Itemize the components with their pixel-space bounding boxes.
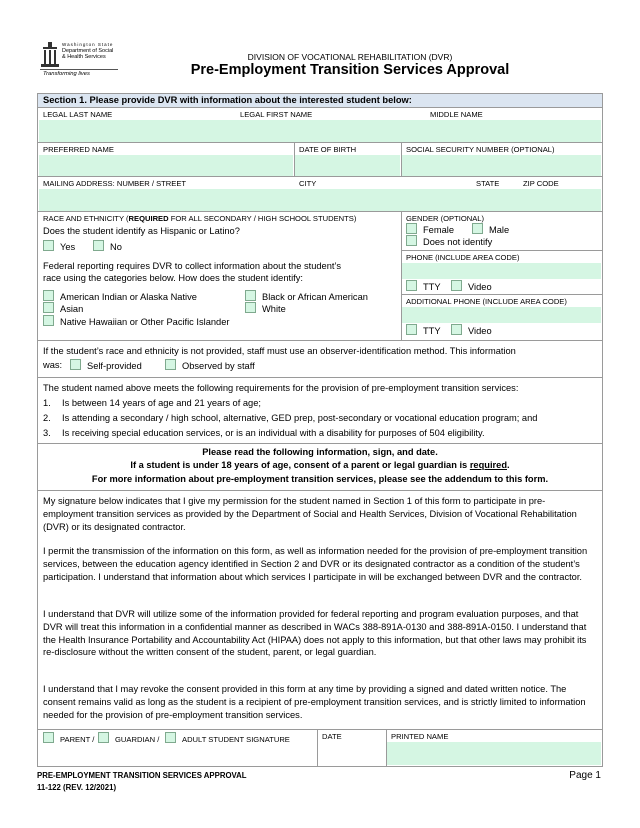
requirement-1-text: Is between 14 years of age and 21 years of age; <box>62 398 261 408</box>
requirements-intro: The student named above meets the following requirements for the provision of pre-employment transition services: <box>43 383 519 393</box>
dob-label: DATE OF BIRTH <box>299 145 357 154</box>
signature-parent[interactable]: PARENT / <box>43 732 94 744</box>
consent-paragraph-4: I understand that I may revoke the consent provided in this form at any time by providing a signed and dated written notice. The consent remains valid as long as the student is a recipient of pre-employment transition services, and is strictly limited to information needed for the provision of pre-employment transition services. <box>43 684 586 720</box>
phone-field[interactable] <box>402 263 601 279</box>
form-title: Pre-Employment Transition Services Approval <box>190 62 510 78</box>
nhpi-checkbox[interactable] <box>43 315 54 326</box>
page-number: Page 1 <box>569 770 601 781</box>
middle-name-label: MIDDLE NAME <box>430 110 483 119</box>
ssn-field[interactable] <box>402 155 601 176</box>
gender-not-identify[interactable]: Does not identify <box>406 235 492 249</box>
hispanic-no[interactable]: No <box>93 240 122 254</box>
state-label: STATE <box>476 179 500 188</box>
ssn-label: SOCIAL SECURITY NUMBER (OPTIONAL) <box>406 145 555 154</box>
division-name: DIVISION OF VOCATIONAL REHABILITATION (DVR) <box>247 52 453 62</box>
consent-paragraph-1: My signature below indicates that I give my permission for the student named in Section 1 of this form to participate in pre-employment transition services as provided by the Department of Social and Health Services, Division of Vocational Rehabilitation (DVR) or its designated contractor. <box>43 496 577 532</box>
consent-paragraph-3: I understand that DVR will utilize some of the information provided for federal reporting and program evaluation purposes, and that DVR will treat this information in a confidential manner as described in WACs 388-891A-0130 and 388-891A-0150. I understand that the Health Insurance Portability and Accountability Act (HIPAA) does not apply to this information, but that other laws may prohibit its re-disclosure without the written consent of the student, parent, or legal guardian. <box>43 609 587 658</box>
consent-paragraph-2: I permit the transmission of the information on this form, as well as information needed for the provision of pre-employment transition services, between the education agency identified in Section 2 and DVR or its designated contractor as a condition of the student’s participation. I understand that information about which services I participate in will be exchanged between DVR and the contractor. <box>43 546 588 582</box>
parent-checkbox[interactable] <box>43 732 54 743</box>
printed-name-label: PRINTED NAME <box>391 732 449 741</box>
signature-date-label: DATE <box>322 732 342 741</box>
black-checkbox[interactable] <box>245 290 256 301</box>
observer-staff[interactable]: Observed by staff <box>165 359 255 373</box>
phone-tty[interactable]: TTY <box>406 280 441 294</box>
signature-adult[interactable]: ADULT STUDENT SIGNATURE <box>165 732 290 744</box>
requirement-3-text: Is receiving special education services, or is an individual with a disability for purposes of 504 eligibility. <box>62 428 485 438</box>
observed-by-staff-checkbox[interactable] <box>165 359 176 370</box>
race-nhpi[interactable]: Native Hawaiian or Other Pacific Islander <box>43 315 229 329</box>
notice-line1: Please read the following information, sign, and date. <box>202 447 438 457</box>
female-checkbox[interactable] <box>406 223 417 234</box>
gender-label: GENDER (OPTIONAL) <box>406 214 485 223</box>
phone-label: PHONE (INCLUDE AREA CODE) <box>406 253 520 262</box>
notice-line3: For more information about pre-employment transition services, please see the addendum to this form. <box>91 474 549 484</box>
observer-text: If the student’s race and ethnicity is not provided, staff must use an observer-identification method. This information <box>43 346 516 356</box>
printed-name-field[interactable] <box>387 742 601 765</box>
footer-form-title: PRE-EMPLOYMENT TRANSITION SERVICES APPROVAL <box>37 771 247 780</box>
footer-form-number: 11-122 (REV. 12/2021) <box>37 783 117 792</box>
dob-field[interactable] <box>295 155 400 176</box>
asian-checkbox[interactable] <box>43 302 54 313</box>
federal-reporting-line1: Federal reporting requires DVR to collect information about the student’s <box>43 261 342 271</box>
additional-phone-field[interactable] <box>402 307 601 323</box>
preferred-name-field[interactable] <box>39 155 293 176</box>
gender-female[interactable]: Female <box>406 223 454 237</box>
yes-checkbox[interactable] <box>43 240 54 251</box>
phone-video[interactable]: Video <box>451 280 492 294</box>
race-black[interactable]: Black or African American <box>245 290 368 304</box>
phone-video-checkbox[interactable] <box>451 280 462 291</box>
aian-checkbox[interactable] <box>43 290 54 301</box>
no-checkbox[interactable] <box>93 240 104 251</box>
adult-student-checkbox[interactable] <box>165 732 176 743</box>
logo-tagline: Transforming lives <box>43 71 90 77</box>
section1-heading: Section 1. Please provide DVR with information about the interested student below: <box>38 94 602 107</box>
requirement-2-num: 2. <box>43 413 51 423</box>
address-fields[interactable] <box>39 189 601 211</box>
race-white[interactable]: White <box>245 302 286 316</box>
additional-phone-label: ADDITIONAL PHONE (INCLUDE AREA CODE) <box>406 297 567 306</box>
requirement-2-text: Is attending a secondary / high school, alternative, GED prep, post-secondary or vocational education program; and <box>62 413 538 423</box>
not-identify-checkbox[interactable] <box>406 235 417 246</box>
hispanic-question: Does the student identify as Hispanic or Latino? <box>43 226 240 236</box>
logo-agency: Washington State Department of Social & Health Services <box>62 42 114 61</box>
requirement-3-num: 3. <box>43 428 51 438</box>
additional-video[interactable]: Video <box>451 324 492 338</box>
observer-was: was: <box>43 360 63 370</box>
name-fields[interactable] <box>39 120 601 142</box>
mailing-address-label: MAILING ADDRESS: NUMBER / STREET <box>43 179 187 188</box>
guardian-checkbox[interactable] <box>98 732 109 743</box>
requirement-1-num: 1. <box>43 398 51 408</box>
male-checkbox[interactable] <box>472 223 483 234</box>
additional-tty-checkbox[interactable] <box>406 324 417 335</box>
signature-guardian[interactable]: GUARDIAN / <box>98 732 159 744</box>
preferred-name-label: PREFERRED NAME <box>43 145 114 154</box>
phone-tty-checkbox[interactable] <box>406 280 417 291</box>
notice-line2: If a student is under 18 years of age, consent of a parent or legal guardian is required. <box>130 460 510 470</box>
white-checkbox[interactable] <box>245 302 256 313</box>
gender-male[interactable]: Male <box>472 223 509 237</box>
race-ethnicity-label: RACE AND ETHNICITY (REQUIRED FOR ALL SECONDARY / HIGH SCHOOL STUDENTS) <box>43 214 357 223</box>
additional-tty[interactable]: TTY <box>406 324 441 338</box>
hispanic-yes[interactable]: Yes <box>43 240 75 254</box>
additional-video-checkbox[interactable] <box>451 324 462 335</box>
city-label: CITY <box>299 179 317 188</box>
federal-reporting-line2: race using the categories below. How does the student identify: <box>43 273 303 283</box>
last-name-label: LEGAL LAST NAME <box>43 110 113 119</box>
race-aian[interactable]: American Indian or Alaska Native <box>43 290 197 304</box>
race-asian[interactable]: Asian <box>43 302 83 316</box>
observer-self[interactable]: Self-provided <box>70 359 142 373</box>
self-provided-checkbox[interactable] <box>70 359 81 370</box>
zip-label: ZIP CODE <box>523 179 559 188</box>
form-body <box>37 93 603 767</box>
first-name-label: LEGAL FIRST NAME <box>240 110 313 119</box>
